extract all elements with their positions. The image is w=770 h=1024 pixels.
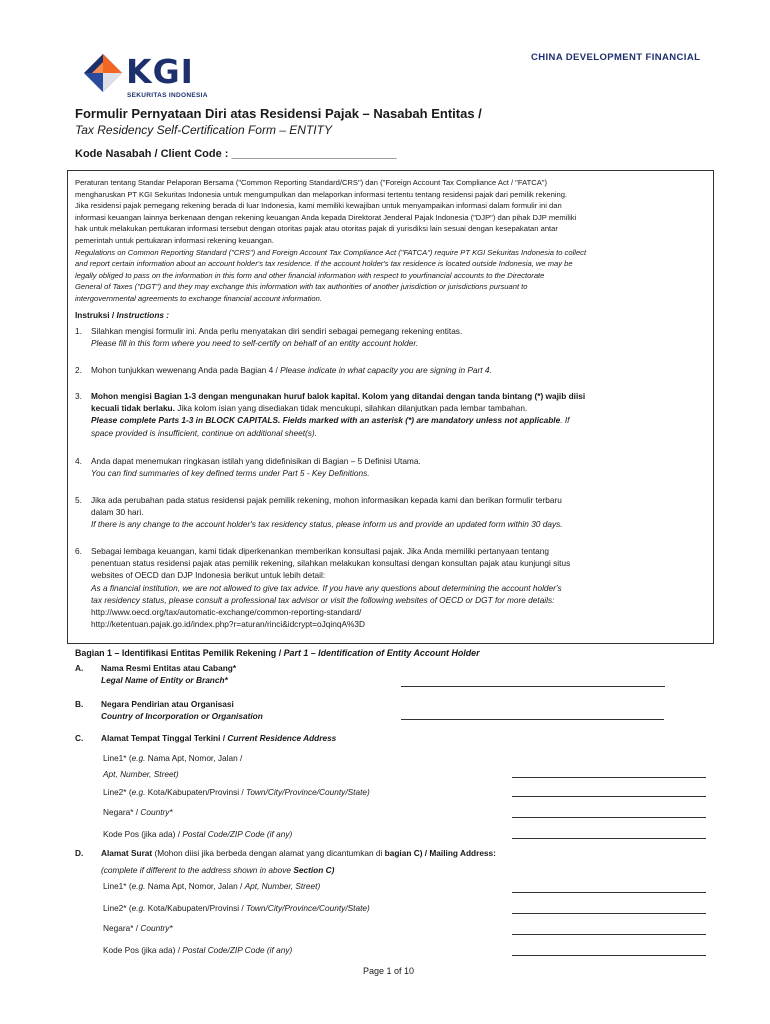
instruction-number: 4. (75, 456, 82, 466)
dgt-link[interactable]: http://ketentuan.pajak.go.id/index.php?r=aturan/rinci&idcrypt=oJqinqA%3D (91, 619, 365, 630)
residence-postcode-label: Kode Pos (jika ada) / Postal Code/ZIP Code (if any) (103, 829, 293, 839)
instruction-number: 6. (75, 546, 82, 556)
intro-en-line: Regulations on Common Reporting Standard ("CRS") and Foreign Account Tax Compliance Act ("FATCA") require PT KGI Sekuritas Indonesia to collect (75, 247, 587, 257)
intro-id-line: mengharuskan PT KGI Sekuritas Indonesia untuk mengumpulkan dan melaporkan informasi tertentu tentang residensi pajak dari pemilik rekening. (75, 189, 568, 199)
logo-subtitle: SEKURITAS INDONESIA (127, 92, 208, 99)
intro-id-line: Jika residensi pajak pemegang rekening berada di luar Indonesia, kami memiliki kewajiban untuk menyampaikan informasi dalam formulir ini dan (75, 201, 562, 211)
client-code-field[interactable]: Kode Nasabah / Client Code : ___________________________ (75, 148, 397, 160)
mailing-country-label: Negara* / Country* (103, 923, 173, 933)
mailing-sublabel: (complete if different to the address shown in above Section C) (101, 865, 335, 875)
instruction-number: 1. (75, 326, 82, 336)
mailing-line1-label: Line1* (e.g. Nama Apt, Nomor, Jalan / Apt, Number, Street) (103, 881, 321, 891)
intro-id-line: hak untuk melakukan pertukaran informasi tersebut dengan otoritas pajak atau otoritas pajak di yurisdiksi lain sesuai dengan kesepakatan antar (75, 224, 558, 234)
intro-paragraph (75, 177, 707, 305)
field-letter-a: A. (75, 663, 84, 673)
intro-id-line: pemerintah untuk pertukaran informasi rekening keuangan. (75, 235, 274, 245)
kgi-logo (84, 52, 224, 102)
form-title-en: Tax Residency Self-Certification Form – ENTITY (75, 123, 332, 137)
instruction-item-1: Silahkan mengisi formulir ini. Anda perlu menyatakan diri sendiri sebagai pemegang rekening entitas. Please fill in this form where you need to self-certify on behalf of an entity account holder. (91, 326, 463, 349)
residence-line1-label: Line1* (e.g. Nama Apt, Nomor, Jalan / (103, 753, 243, 763)
intro-en-line: intergovernmental agreements to exchange financial account information. (75, 293, 322, 303)
intro-en-line: General of Taxes ("DGT") and they may exchange this information with tax authorities of another jurisdiction or jurisdictions pursuant to (75, 282, 528, 292)
instruction-item-4: Anda dapat menemukan ringkasan istilah yang didefinisikan di Bagian – 5 Definisi Utama. You can find summaries of key defined terms under Part 5 - Key Definitions. (91, 456, 421, 479)
field-letter-c: C. (75, 733, 84, 743)
residence-line2-label: Line2* (e.g. Kota/Kabupaten/Provinsi / Town/City/Province/County/State) (103, 787, 370, 797)
residence-line1-sublabel: Apt, Number, Street) (103, 769, 179, 779)
instruction-number: 3. (75, 391, 82, 401)
residence-address-label: Alamat Tempat Tinggal Terkini / Current Residence Address (101, 733, 337, 743)
oecd-link[interactable]: http://www.oecd.org/tax/automatic-exchange/common-reporting-standard/ (91, 607, 362, 618)
mailing-line1-input[interactable] (512, 892, 706, 893)
mailing-line2-label: Line2* (e.g. Kota/Kabupaten/Provinsi / Town/City/Province/County/State) (103, 903, 370, 913)
mailing-line2-input[interactable] (512, 913, 706, 914)
instruction-item-6: Sebagai lembaga keuangan, kami tidak diperkenankan memberikan konsultasi pajak. Jika Anda memiliki pertanyaan tentang penentuan status residensi pajak atas pemilik rekening, silahkan melakukan konsultasi dengan konsultan pajak atau kunjungi situs websites of OECD dan DJP Indonesia berikut untuk lebih detail: As a financial institution, we are not allowed to give tax advice. If you have any questions about determining the account holder's tax residency status, please consult a professional tax advisor or visit the following websites of OECD or DGT for more details: http://www.oecd.org/tax/automatic-exchange/common-reporting-standard/ http://ketentuan.pajak.go.id/index.php?r=aturan/rinci&idcrypt=oJqinqA%3D (91, 545, 707, 630)
mailing-postcode-label: Kode Pos (jika ada) / Postal Code/ZIP Code (if any) (103, 945, 293, 955)
mailing-country-input[interactable] (512, 934, 706, 935)
residence-line1-input[interactable] (512, 777, 706, 778)
instruction-number: 5. (75, 495, 82, 505)
kgi-diamond-icon (84, 54, 122, 92)
country-incorporation-input[interactable] (401, 719, 664, 720)
intro-id-line: Peraturan tentang Standar Pelaporan Bersama ("Common Reporting Standard/CRS") dan ("Foreign Account Tax Compliance Act / "FATCA") (75, 178, 548, 187)
instruction-item-5: Jika ada perubahan pada status residensi pajak pemilik rekening, mohon informasikan kepada kami dan berikan formulir terbaru dalam 30 hari. If there is any change to the account holder's tax residency status, please inform us and provide an updated form within 30 days. (91, 495, 563, 530)
legal-name-label: Nama Resmi Entitas atau Cabang* Legal Name of Entity or Branch* (101, 663, 237, 685)
intro-en-line: and report certain information about an account holder's tax residence. If the account holder's tax residence is located outside Indonesia, we may be (75, 259, 573, 269)
residence-country-input[interactable] (512, 817, 706, 818)
instruction-number: 2. (75, 365, 82, 375)
logo-wordmark: KGI (126, 52, 194, 91)
mailing-postcode-input[interactable] (512, 955, 706, 956)
intro-en-line: legally obliged to pass on the information in this form and other financial information with respect to yourfinancial accounts to the Directorate (75, 270, 545, 280)
legal-name-input[interactable] (401, 686, 665, 687)
page-number: Page 1 of 10 (363, 966, 415, 976)
residence-postcode-input[interactable] (512, 838, 706, 839)
residence-line2-input[interactable] (512, 796, 706, 797)
instruction-item-3: Mohon mengisi Bagian 1-3 dengan mengunakan huruf balok kapital. Kolom yang ditandai dengan tanda bintang (*) wajib diisi kecuali tidak berlaku. Jika kolom isian yang disediakan tidak mencukupi, silahkan dilanjutkan pada lembar tambahan. Please complete Parts 1-3 in BLOCK CAPITALS. Fields marked with an asterisk (*) are mandatory unless not applicable. If space provided is insufficient, continue on additional sheet(s). (91, 391, 586, 438)
intro-id-line: informasi keuangan lainnya berkenaan dengan rekening keuangan Anda kepada Direktorat Jenderal Pajak Indonesia ("DJP") dan pihak DJP memiliki (75, 212, 577, 222)
brand-right: CHINA DEVELOPMENT FINANCIAL (531, 52, 701, 63)
residence-country-label: Negara* / Country* (103, 807, 173, 817)
field-letter-b: B. (75, 699, 84, 709)
country-incorporation-label: Negara Pendirian atau Organisasi Country of Incorporation or Organisation (101, 699, 263, 721)
instruction-item-2: Mohon tunjukkan wewenang Anda pada Bagian 4 / Please indicate in what capacity you are signing in Part 4. (91, 365, 492, 375)
mailing-address-label: Alamat Surat (Mohon diisi jika berbeda dengan alamat yang dicantumkan di bagian C) / Mailing Address: (101, 848, 496, 858)
instructions-heading: Instruksi / Instructions : (75, 310, 170, 320)
form-title-id: Formulir Pernyataan Diri atas Residensi Pajak – Nasabah Entitas / (75, 106, 482, 121)
part1-heading: Bagian 1 – Identifikasi Entitas Pemilik Rekening / Part 1 – Identification of Entity Account Holder (75, 648, 480, 658)
field-letter-d: D. (75, 848, 84, 858)
